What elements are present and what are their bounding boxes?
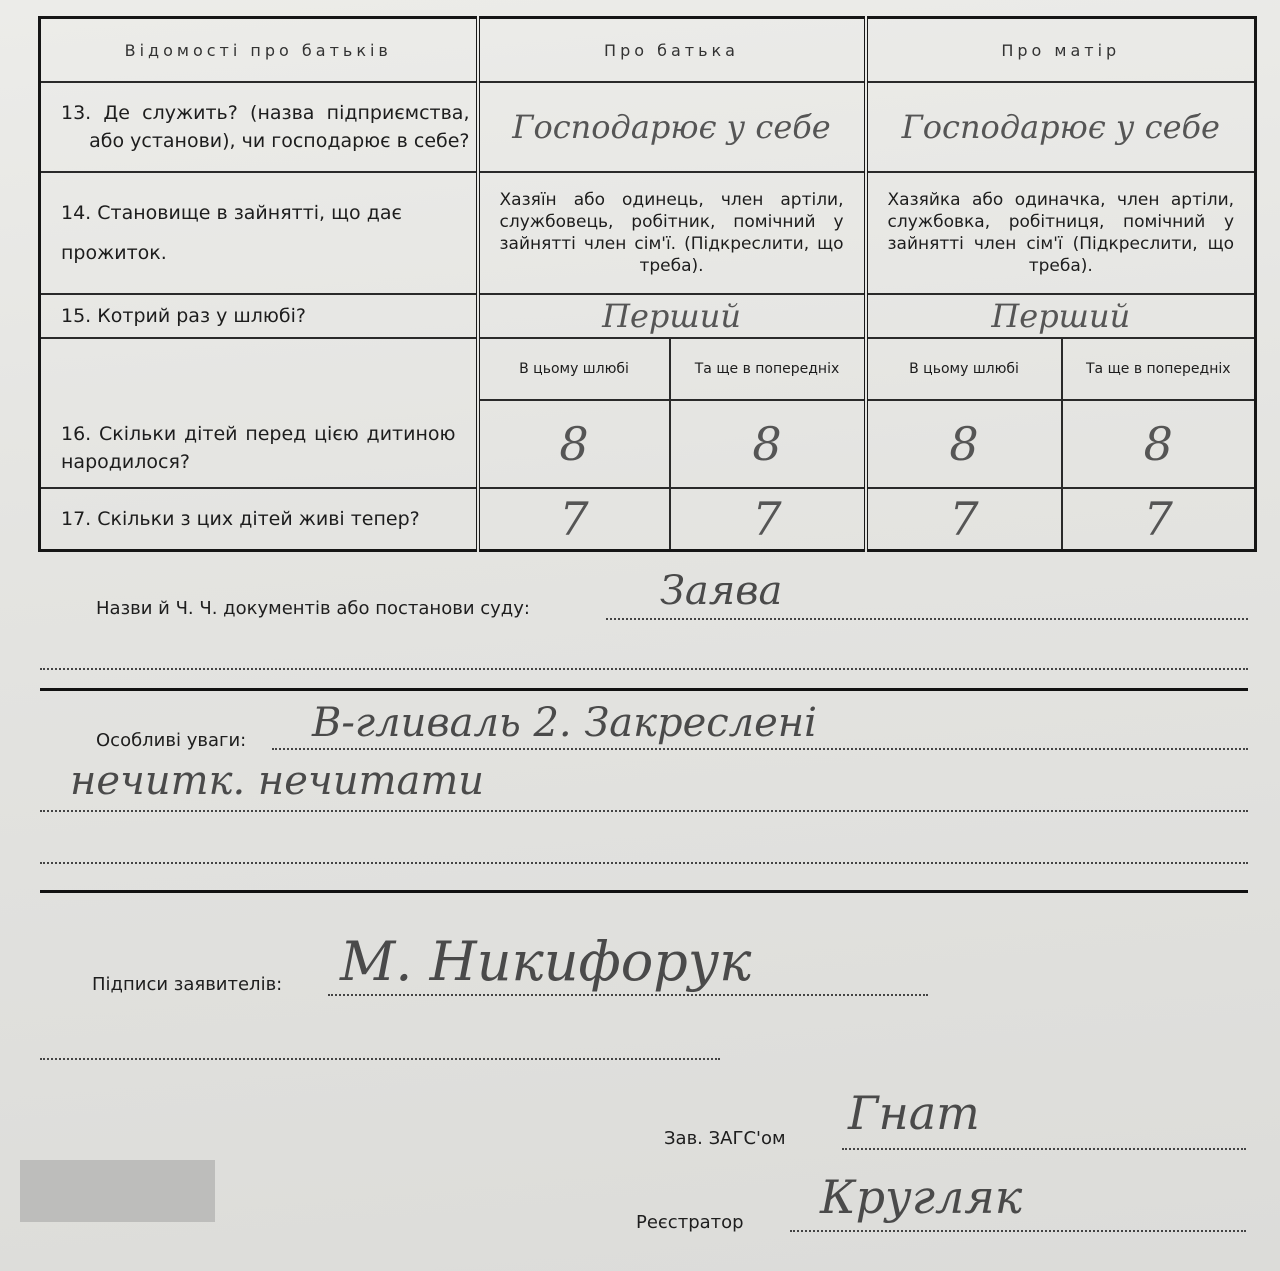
question-16-label: 16. Скільки дітей перед цією дитиною народилося? bbox=[40, 338, 478, 488]
signatures-label: Підписи заявителів: bbox=[92, 974, 283, 995]
registrar-label: Реєстратор bbox=[636, 1212, 744, 1233]
zags-head-dotted-line bbox=[842, 1148, 1246, 1150]
q15-mother-answer bbox=[866, 294, 1256, 338]
handwritten-number: 7 bbox=[949, 491, 979, 546]
section-divider-1 bbox=[40, 688, 1248, 691]
remarks-label: Особливі уваги: bbox=[96, 730, 247, 751]
zags-head-signature: Гнат bbox=[848, 1086, 980, 1140]
remarks-handwriting-line1: В-гливаль 2. Закреслені bbox=[312, 700, 817, 746]
q16-mother-previous-value bbox=[1062, 400, 1256, 488]
handwritten-number: 8 bbox=[949, 417, 979, 471]
q13-mother-answer bbox=[866, 82, 1256, 172]
documents-dotted-line bbox=[606, 618, 1248, 620]
registrar-dotted-line bbox=[790, 1230, 1246, 1232]
handwritten-number: 7 bbox=[559, 491, 589, 546]
header-parents-info: Відомості про батьків bbox=[40, 18, 478, 83]
q16-mother-this-marriage-header: В цьому шлюбі bbox=[866, 338, 1062, 400]
q16-father-previous-value bbox=[670, 400, 866, 488]
question-17-label: 17. Скільки з цих дітей живі тепер? bbox=[40, 488, 478, 550]
q15-mother-handwriting: Перший bbox=[991, 297, 1131, 335]
q16-mother-previous-header: Та ще в попередніх bbox=[1062, 338, 1256, 400]
header-father: Про батька bbox=[478, 18, 866, 83]
remarks-handwriting-line2: нечитк. нечитати bbox=[70, 758, 485, 804]
handwritten-number: 7 bbox=[752, 491, 782, 546]
q17-father-this-marriage-value bbox=[478, 488, 670, 550]
zags-head-label: Зав. ЗАГС'ом bbox=[664, 1128, 786, 1149]
q15-father-handwriting: Перший bbox=[602, 297, 741, 335]
handwritten-number: 7 bbox=[1143, 491, 1173, 546]
question-13-label: 13. Де служить? (назва підприємства, або установи), чи господарює в себе? bbox=[40, 82, 478, 172]
q17-mother-previous-value bbox=[1062, 488, 1256, 550]
remarks-dotted-line-3 bbox=[40, 862, 1248, 864]
applicant-signature: М. Никифорук bbox=[340, 930, 752, 993]
q17-father-previous-value bbox=[670, 488, 866, 550]
q13-father-handwriting: Господарює у себе bbox=[512, 108, 831, 146]
registrar-signature: Кругляк bbox=[820, 1170, 1023, 1224]
section-divider-2 bbox=[40, 890, 1248, 893]
scan-shadow bbox=[20, 1160, 215, 1222]
q17-mother-this-marriage-value bbox=[866, 488, 1062, 550]
q16-father-previous-header: Та ще в попередніх bbox=[670, 338, 866, 400]
documents-dotted-line-2 bbox=[40, 668, 1248, 670]
signatures-dotted-line-2 bbox=[40, 1058, 720, 1060]
documents-handwriting: Заява bbox=[660, 568, 783, 614]
remarks-dotted-line bbox=[272, 748, 1248, 750]
handwritten-number: 8 bbox=[752, 417, 782, 471]
header-mother: Про матір bbox=[866, 18, 1256, 83]
q16-mother-this-marriage-value bbox=[866, 400, 1062, 488]
handwritten-number: 8 bbox=[559, 417, 589, 471]
q15-father-answer bbox=[478, 294, 866, 338]
q13-father-answer bbox=[478, 82, 866, 172]
q14-father-options: Хазяїн або одинець, член артіли, службовець, робітник, помічний у зайнятті член сім'ї. (Підкреслити, що треба). bbox=[478, 172, 866, 294]
question-15-label: 15. Котрий раз у шлюбі? bbox=[40, 294, 478, 338]
signatures-dotted-line bbox=[328, 994, 928, 996]
documents-label: Назви й Ч. Ч. документів або постанови суду: bbox=[96, 598, 530, 619]
parents-info-table bbox=[38, 16, 1257, 552]
q14-mother-options: Хазяйка або одиначка, член артіли, службовка, робітниця, помічний у зайнятті член сім'ї (Підкреслити, що треба). bbox=[866, 172, 1256, 294]
q13-mother-handwriting: Господарює у себе bbox=[901, 108, 1220, 146]
q16-father-this-marriage-header: В цьому шлюбі bbox=[478, 338, 670, 400]
question-14-label: 14. Становище в зайнятті, що дає прожиток. bbox=[40, 172, 478, 294]
q16-father-this-marriage-value bbox=[478, 400, 670, 488]
handwritten-number: 8 bbox=[1143, 417, 1173, 471]
remarks-dotted-line-2 bbox=[40, 810, 1248, 812]
